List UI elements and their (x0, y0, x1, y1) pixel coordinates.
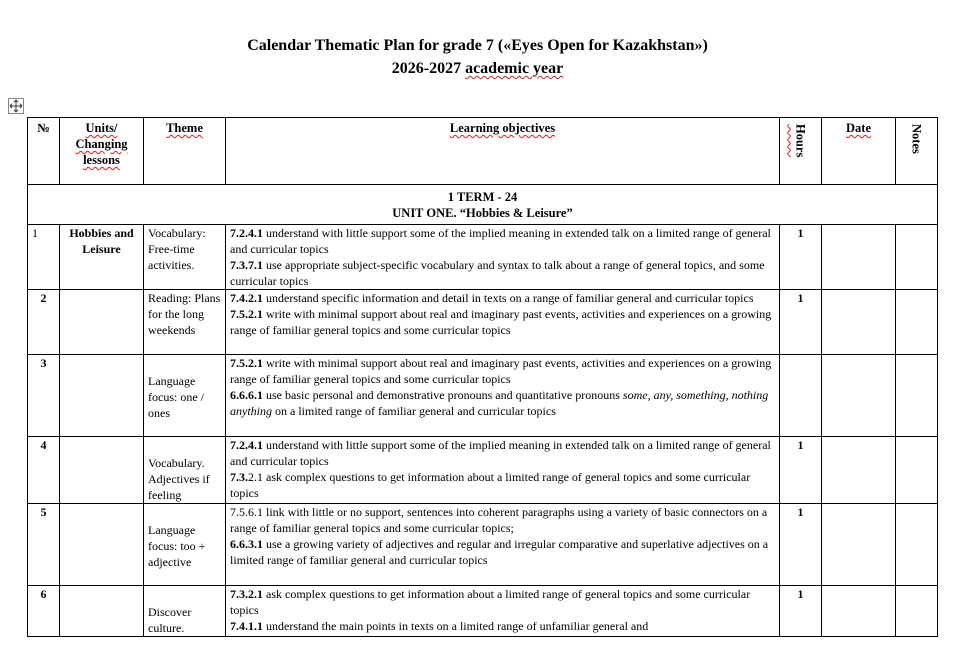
lesson-theme: Vocabulary: Free-time activities. (144, 225, 226, 290)
lesson-number: 5 (28, 504, 60, 586)
objective-item (230, 437, 775, 469)
objective-code: 7.4.2.1 (230, 291, 263, 305)
academic-year-line (0, 60, 955, 78)
lesson-hours: 1 (780, 225, 822, 290)
lesson-number: 4 (28, 437, 60, 504)
objective-text: understand with little support some of the implied meaning in extended talk on a limited range of general and curricular topics (230, 438, 771, 468)
lesson-theme: Language focus: too + adjective (144, 504, 226, 586)
lesson-date (822, 355, 896, 437)
lesson-notes (896, 290, 938, 355)
lesson-number: 6 (28, 586, 60, 637)
lesson-unit: Hobbies and Leisure (60, 225, 144, 290)
objective-text: 7.5.6.1 link with little or no support, sentences into coherent paragraphs using a variety of basic connectors on a range of familiar general topics and some curricular topics; (230, 505, 768, 535)
lesson-objectives (226, 504, 780, 586)
lesson-notes (896, 504, 938, 586)
lesson-notes (896, 225, 938, 290)
lesson-number: 3 (28, 355, 60, 437)
lesson-notes (896, 355, 938, 437)
lesson-date (822, 504, 896, 586)
header-units: Units/ Changing lessons (60, 118, 144, 185)
thematic-plan-table (27, 117, 938, 637)
lesson-theme: Discover culture. (144, 586, 226, 637)
objective-code: 6.6.6.1 (230, 388, 263, 402)
lesson-hours: 1 (780, 586, 822, 637)
lesson-hours: 1 (780, 290, 822, 355)
objective-code: 7.5.2.1 (230, 356, 263, 370)
lesson-objectives (226, 586, 780, 637)
lesson-date (822, 586, 896, 637)
objective-text: 2.1 ask complex questions to get information about a limited range of general topics and some curricular topics (230, 470, 751, 500)
lesson-row (28, 504, 938, 586)
lesson-unit (60, 290, 144, 355)
lesson-row (28, 437, 938, 504)
table-move-handle-icon[interactable] (8, 98, 24, 114)
lesson-number: 2 (28, 290, 60, 355)
objective-code: 7.3.7.1 (230, 258, 263, 272)
lesson-date (822, 290, 896, 355)
document-title: Calendar Thematic Plan for grade 7 («Eyes Open for Kazakhstan») (247, 37, 708, 54)
academic-year-label: academic year (465, 60, 564, 77)
objective-item (230, 257, 775, 289)
lesson-theme: Language focus: one / ones (144, 355, 226, 437)
header-date: Date (822, 118, 896, 185)
objective-code: 7.2.4.1 (230, 226, 263, 240)
objective-text: use basic personal and demonstrative pronouns and quantitative pronouns (263, 388, 623, 402)
header-notes: Notes (896, 118, 938, 185)
objective-item (230, 504, 775, 536)
lesson-objectives (226, 355, 780, 437)
objective-code: 7.3.2.1 (230, 587, 263, 601)
objective-item (230, 355, 775, 387)
objective-item (230, 306, 775, 338)
lesson-theme: Reading: Plans for the long weekends (144, 290, 226, 355)
objective-text-tail: on a limited range of familiar general and curricular topics (272, 404, 556, 418)
objective-item (230, 290, 775, 306)
lesson-unit (60, 355, 144, 437)
objective-code: 6.6.3.1 (230, 537, 263, 551)
objective-item (230, 536, 775, 568)
lesson-row (28, 290, 938, 355)
lesson-date (822, 437, 896, 504)
header-theme: Theme (144, 118, 226, 185)
objective-text: understand with little support some of the implied meaning in extended talk on a limited range of general and curricular topics (230, 226, 771, 256)
objective-code: 7.3. (230, 470, 248, 484)
objective-text: ask complex questions to get information about a limited range of general topics and some curricular topics (230, 587, 751, 617)
objective-code: 7.5.2.1 (230, 307, 263, 321)
lesson-row (28, 586, 938, 637)
header-hours: Hours (780, 118, 822, 185)
lesson-rows (28, 225, 938, 637)
lesson-hours: 1 (780, 504, 822, 586)
objective-item (230, 618, 775, 634)
term-row (28, 185, 938, 225)
lesson-theme: Vocabulary. Adjectives if feeling (144, 437, 226, 504)
lesson-number: 1 (28, 225, 60, 290)
objective-text: use appropriate subject-specific vocabulary and syntax to talk about a range of general topics, and some curricular topics (230, 258, 765, 288)
objective-code: 7.2.4.1 (230, 438, 263, 452)
header-learning-objectives: Learning objectives (226, 118, 780, 185)
academic-year: 2026-2027 (391, 60, 462, 77)
lesson-objectives (226, 290, 780, 355)
lesson-unit (60, 586, 144, 637)
unit-label: UNIT ONE. “Hobbies & Leisure” (392, 206, 573, 220)
objective-item (230, 387, 775, 419)
lesson-objectives (226, 225, 780, 290)
lesson-hours: 1 (780, 437, 822, 504)
header-number: № (28, 118, 60, 185)
lesson-notes (896, 437, 938, 504)
lesson-row (28, 225, 938, 290)
lesson-unit (60, 437, 144, 504)
header-row (28, 118, 938, 185)
objective-item (230, 225, 775, 257)
objective-text: understand the main points in texts on a limited range of unfamiliar general and (263, 619, 649, 633)
lesson-notes (896, 586, 938, 637)
term-label: 1 TERM - 24 (447, 190, 518, 204)
lesson-row (28, 355, 938, 437)
lesson-date (822, 225, 896, 290)
objective-text: write with minimal support about real and imaginary past events, activities and experiences on a growing range of familiar general topics and some curricular topics (230, 307, 772, 337)
objective-code: 7.4.1.1 (230, 619, 263, 633)
objective-text: use a growing variety of adjectives and regular and irregular comparative and superlative adjectives on a limited range of familiar general and curricular topics (230, 537, 769, 567)
objective-text: understand specific information and detail in texts on a range of familiar general and curricular topics (263, 291, 754, 305)
objective-text: write with minimal support about real and imaginary past events, activities and experiences on a growing range of familiar general topics and some curricular topics (230, 356, 772, 386)
lesson-unit (60, 504, 144, 586)
objective-item (230, 586, 775, 618)
objective-italic-text: some, any, something, nothing anything (230, 388, 769, 418)
lesson-objectives (226, 437, 780, 504)
lesson-hours (780, 355, 822, 437)
objective-item (230, 469, 775, 501)
term-cell (28, 185, 938, 225)
